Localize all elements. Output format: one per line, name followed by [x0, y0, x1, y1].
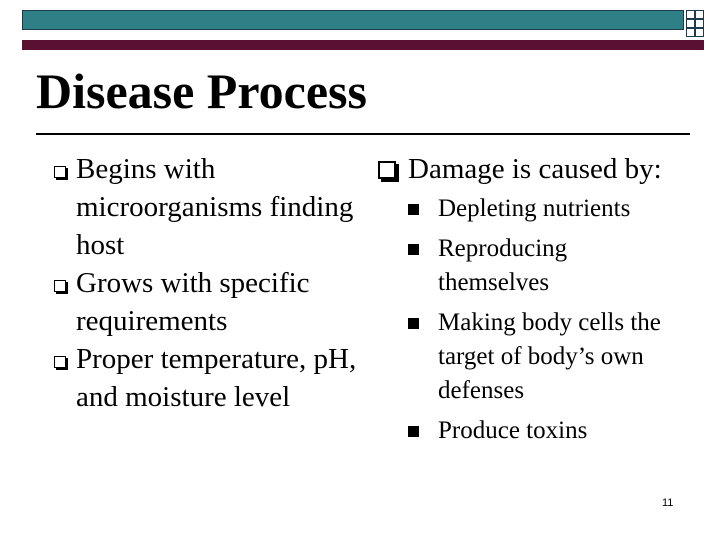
filled-square-bullet-icon [408, 426, 419, 437]
sub-bullet-text: Depleting nutrients [438, 195, 631, 222]
filled-square-bullet-icon [408, 204, 419, 215]
sub-bullet-text: Produce toxins [438, 417, 588, 444]
list-item [378, 192, 678, 226]
grid-square [686, 19, 695, 28]
right-heading-text: Damage is caused by: [408, 153, 662, 185]
hollow-square-bullet-icon [54, 356, 66, 368]
bullet-text: Grows with specific requirements [76, 267, 310, 337]
right-bullet-list [378, 150, 678, 454]
list-item [30, 264, 360, 340]
header-bar-teal [22, 10, 684, 30]
list-item [378, 414, 678, 448]
list-item [378, 232, 678, 300]
grid-square [686, 28, 695, 37]
hollow-square-bullet-icon [54, 280, 66, 292]
filled-square-bullet-icon [408, 244, 419, 255]
right-heading [378, 150, 678, 188]
grid-square [686, 10, 695, 19]
left-bullet-list [30, 150, 360, 416]
list-item [30, 150, 360, 264]
hollow-square-bullet-icon [54, 166, 66, 178]
grid-square [695, 10, 704, 19]
bullet-text: Proper temperature, pH, and moisture level [76, 343, 357, 413]
bullet-text: Begins with microorganisms finding host [76, 153, 354, 261]
grid-square [695, 19, 704, 28]
grid-square [695, 28, 704, 37]
filled-square-bullet-icon [408, 318, 419, 329]
slide-title: Disease Process [36, 63, 367, 119]
sub-bullet-list [378, 192, 678, 448]
hollow-square-bullet-icon [378, 161, 396, 179]
list-item [378, 306, 678, 408]
header-grid-squares [686, 10, 704, 40]
sub-bullet-text: Making body cells the target of body’s own defenses [438, 309, 661, 404]
page-number: 11 [662, 497, 674, 509]
sub-bullet-text: Reproducing themselves [438, 235, 568, 296]
decorative-header-bars [22, 10, 704, 40]
list-item [30, 340, 360, 416]
title-underline [36, 133, 690, 135]
header-bar-maroon [22, 40, 704, 50]
